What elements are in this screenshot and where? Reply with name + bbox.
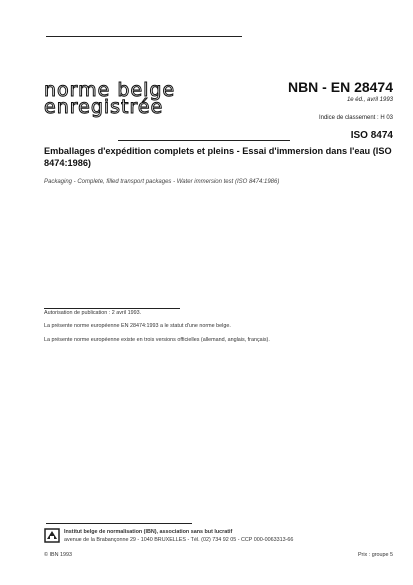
title-french: Emballages d'expédition complets et pleins - Essai d'immersion dans l'eau (ISO 8474:1986)	[44, 146, 392, 168]
versions-note: La présente norme européenne existe en trois versions officielles (allemand, anglais, français).	[44, 337, 270, 343]
iso-rule	[118, 140, 290, 141]
top-rule	[46, 36, 242, 37]
institute-name: Institut belge de normalisation (IBN), association sans but lucratif	[64, 529, 233, 535]
ibn-logo-icon	[44, 528, 60, 543]
copyright: © IBN 1993	[44, 552, 72, 558]
edition: 1e éd., avril 1993	[346, 97, 393, 103]
title-line-2: enregistrée	[44, 96, 164, 118]
footer-rule	[46, 523, 192, 524]
mid-rule	[44, 308, 180, 309]
standard-code: NBN - EN 28474	[287, 79, 393, 95]
institute-address: avenue de la Brabançonne 29 - 1040 BRUXELLES - Tél. (02) 734 92 05 - CCP 000-0063313-66	[64, 537, 294, 543]
price-group: Prix : groupe 5	[357, 552, 393, 558]
title-line-1: norme belge	[44, 79, 176, 101]
title-english: Packaging - Complete, filled transport packages - Water immersion test (ISO 8474:1986)	[44, 179, 280, 185]
status-note: La présente norme européenne EN 28474:1993 a le statut d'une norme belge.	[44, 323, 231, 329]
iso-number: ISO 8474	[350, 130, 393, 141]
publication-authorization: Autorisation de publication : 2 avril 1993.	[44, 310, 142, 316]
classification-index: Indice de classement : H 03	[318, 115, 393, 121]
